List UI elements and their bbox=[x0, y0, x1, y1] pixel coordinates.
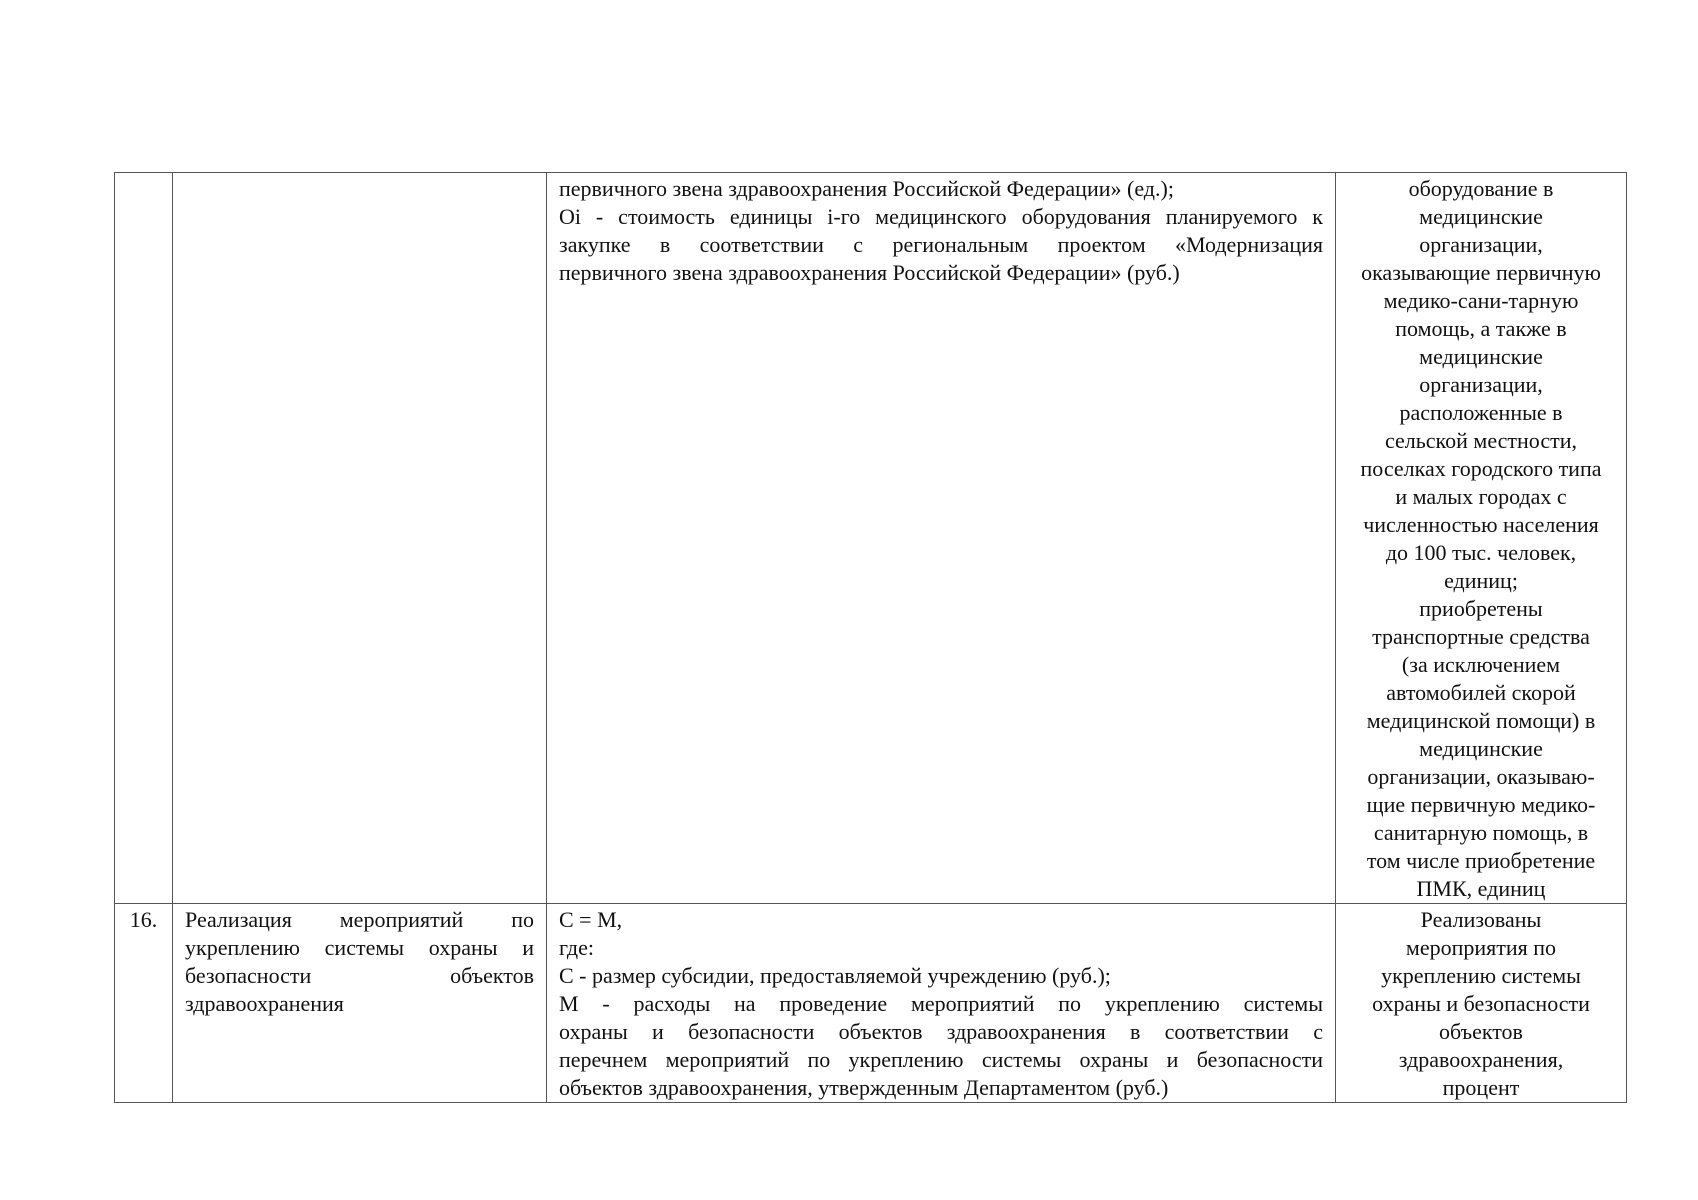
table-row bbox=[115, 173, 1627, 904]
measure-name-line: безопасности объектов bbox=[185, 963, 534, 988]
result-cell bbox=[1336, 904, 1627, 1103]
result-line: щие первичную медико- bbox=[1366, 792, 1596, 817]
measure-name-cell bbox=[173, 904, 547, 1103]
formula-cell bbox=[547, 173, 1336, 904]
result-line: укреплению системы bbox=[1381, 963, 1581, 988]
result-line: том числе приобретение bbox=[1366, 848, 1596, 873]
formula-line: охраны и безопасности объектов здравоохранения в соответствии с bbox=[559, 1019, 1323, 1044]
result-line: организации, bbox=[1419, 372, 1543, 397]
formula-line: объектов здравоохранения, утвержденным Департаментом (руб.) bbox=[559, 1075, 1169, 1100]
result-line: расположенные в bbox=[1399, 400, 1563, 425]
result-line: до 100 тыс. человек, bbox=[1385, 540, 1577, 565]
result-line: приобретены bbox=[1419, 596, 1543, 621]
result-line: организации, bbox=[1419, 232, 1543, 257]
result-line: поселках городского типа bbox=[1360, 456, 1602, 481]
result-line: здравоохранения, bbox=[1398, 1047, 1564, 1072]
result-line: медицинские bbox=[1419, 344, 1543, 369]
measure-name-line: Реализация мероприятий по bbox=[185, 907, 534, 932]
result-line: медико-сани-тарную bbox=[1383, 288, 1579, 313]
result-line: оборудование в bbox=[1408, 176, 1554, 201]
result-cell bbox=[1336, 173, 1627, 904]
result-line: охраны и безопасности bbox=[1372, 991, 1590, 1016]
formula-line: C - размер субсидии, предоставляемой учреждению (руб.); bbox=[559, 963, 1111, 988]
formula-line: C = M, bbox=[559, 907, 623, 932]
table-row bbox=[115, 904, 1627, 1103]
result-line: сельской местности, bbox=[1384, 428, 1577, 453]
result-line: транспортные средства bbox=[1372, 624, 1590, 649]
result-line: (за исключением bbox=[1401, 652, 1561, 677]
result-line: процент bbox=[1442, 1075, 1520, 1100]
row-number-cell bbox=[115, 173, 173, 904]
result-line: медицинские bbox=[1419, 736, 1543, 761]
formula-cell bbox=[547, 904, 1336, 1103]
result-line: ПМК, единиц bbox=[1416, 876, 1546, 901]
formula-line: первичного звена здравоохранения Российской Федерации» (ед.); bbox=[559, 176, 1174, 201]
row-number-cell bbox=[115, 904, 173, 1103]
result-line: единиц; bbox=[1444, 568, 1518, 593]
formula-line: Oi - стоимость единицы i-го медицинского оборудования планируемого к bbox=[559, 204, 1323, 229]
result-line: оказывающие первичную bbox=[1361, 260, 1601, 285]
measure-name-line: здравоохранения bbox=[185, 991, 344, 1016]
result-line: численностью населения bbox=[1363, 512, 1599, 537]
result-line: медицинские bbox=[1419, 204, 1543, 229]
result-line: помощь, а также в bbox=[1395, 316, 1567, 341]
formula-line: где: bbox=[559, 935, 594, 960]
result-line: автомобилей скорой bbox=[1386, 680, 1576, 705]
result-line: мероприятия по bbox=[1405, 935, 1557, 960]
measure-name-line: укреплению системы охраны и bbox=[185, 935, 534, 960]
result-line: и малых городах с bbox=[1395, 484, 1567, 509]
result-line: Реализованы bbox=[1420, 907, 1542, 932]
formula-line: закупке в соответствии с региональным проектом «Модернизация bbox=[559, 232, 1323, 257]
formula-line: перечнем мероприятий по укреплению системы охраны и безопасности bbox=[559, 1047, 1323, 1072]
row-number: 16. bbox=[129, 907, 158, 932]
formula-line: M - расходы на проведение мероприятий по укреплению системы bbox=[559, 991, 1323, 1016]
result-line: организации, оказываю- bbox=[1367, 764, 1595, 789]
formula-line: первичного звена здравоохранения Российской Федерации» (руб.) bbox=[559, 260, 1180, 285]
measures-table bbox=[114, 172, 1627, 1103]
result-line: санитарную помощь, в bbox=[1373, 820, 1589, 845]
measure-name-cell bbox=[173, 173, 547, 904]
result-line: медицинской помощи) в bbox=[1366, 708, 1596, 733]
result-line: объектов bbox=[1439, 1019, 1523, 1044]
